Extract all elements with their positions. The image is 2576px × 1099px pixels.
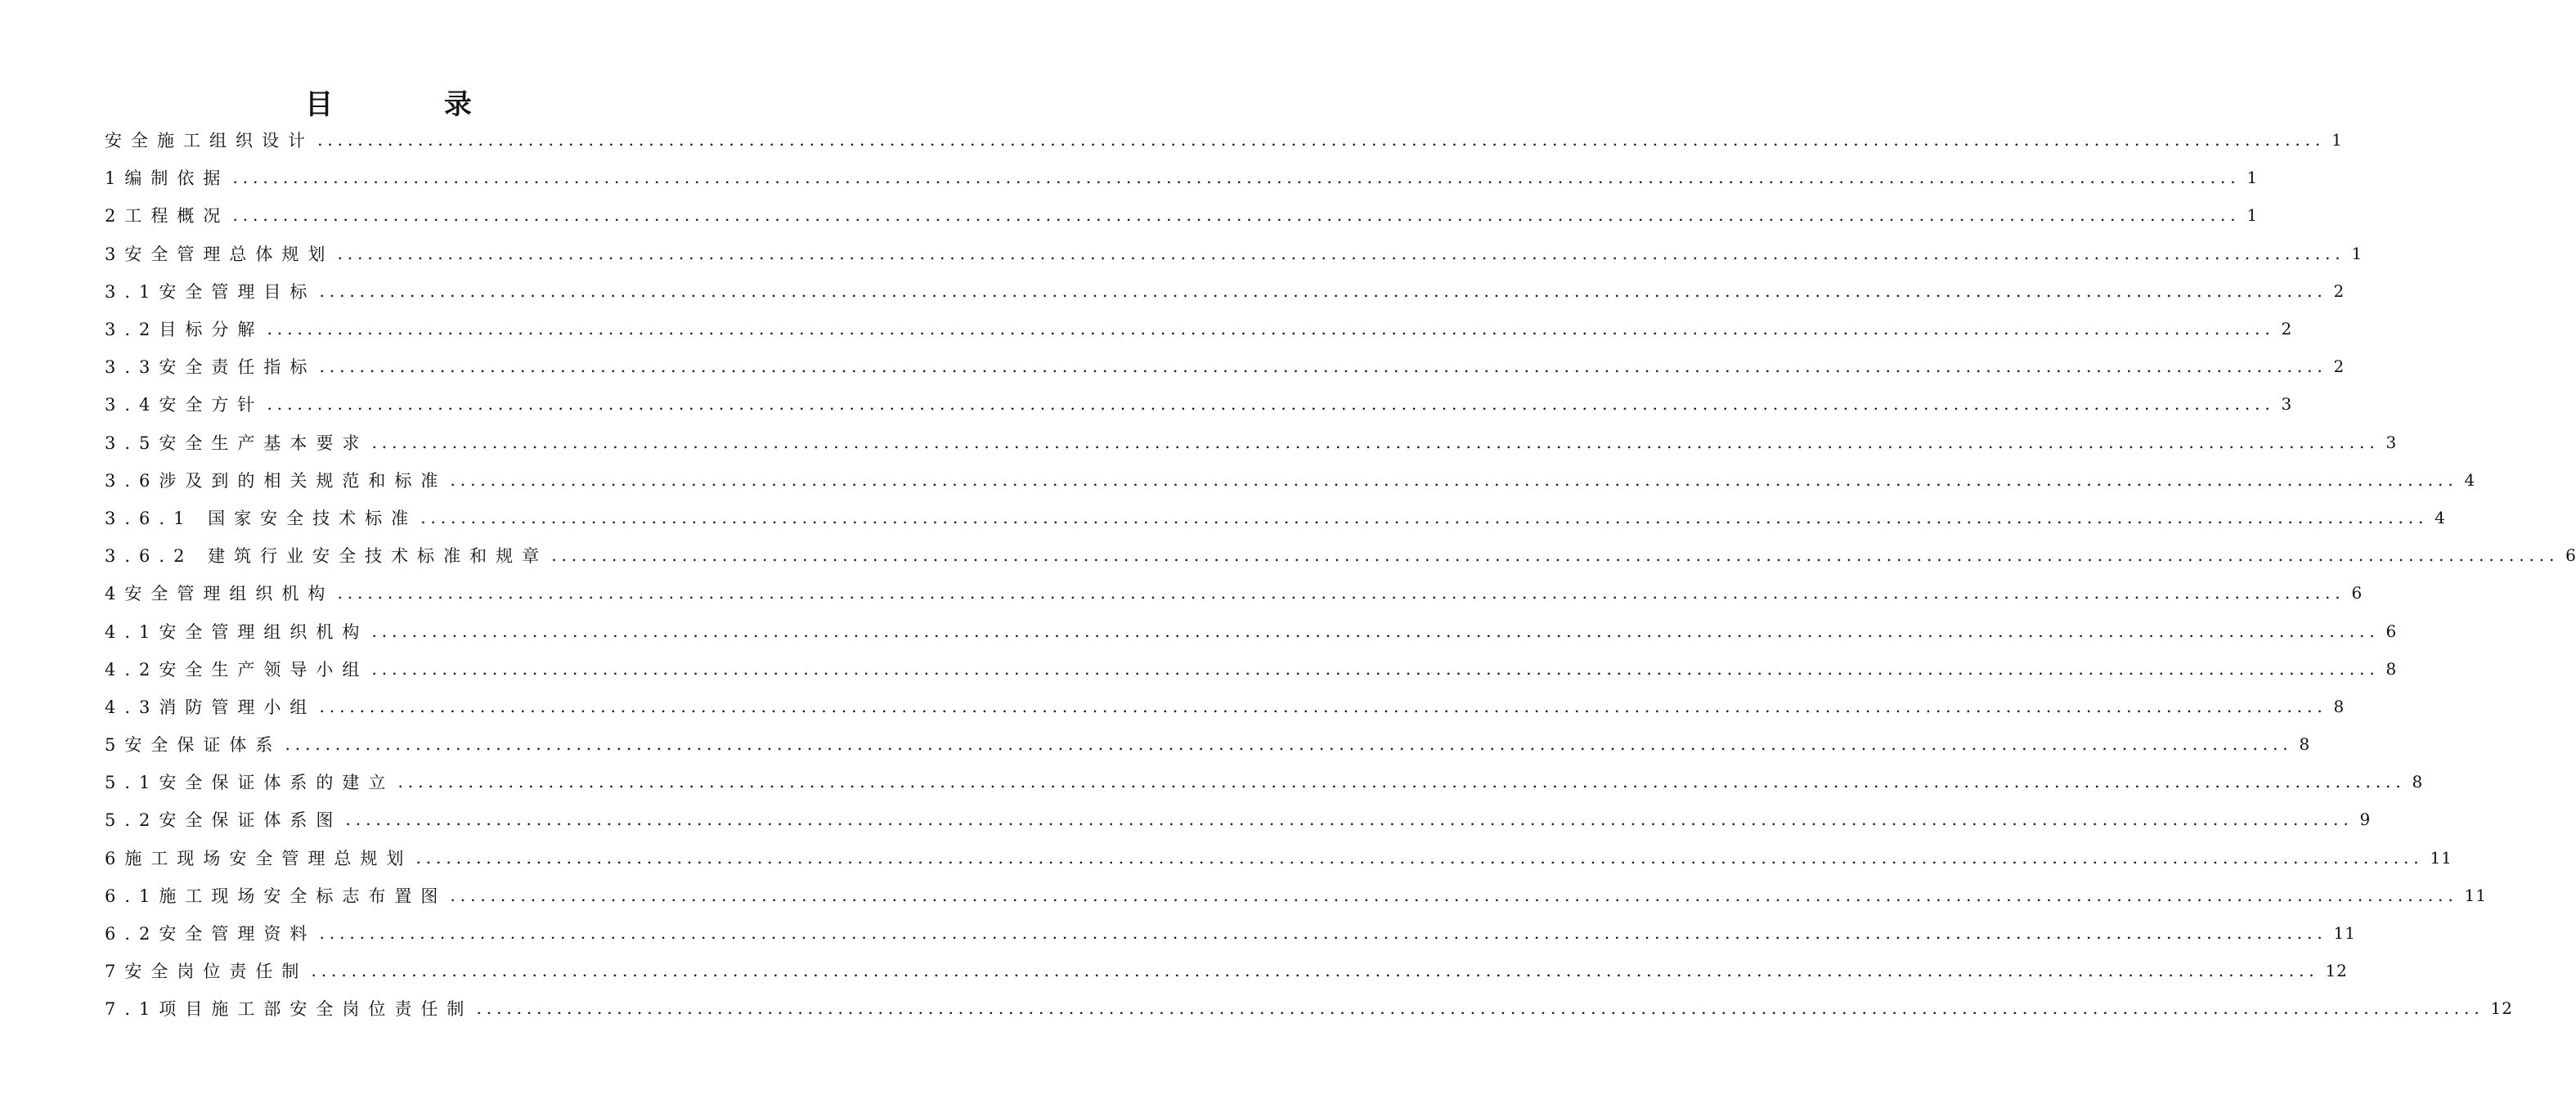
toc-leader-dots: ........................................................................................................................................................................................................: [371, 621, 2380, 641]
toc-entry-label: 4.2安全生产领导小组: [105, 657, 371, 681]
toc-entry-label: 3.3安全责任指标: [105, 354, 319, 379]
toc-entry-page: 4: [2435, 507, 2445, 527]
toc-leader-dots: ........................................................................................................................................................................................................: [267, 319, 2275, 339]
toc-entry-label: 3.2目标分解: [105, 316, 267, 341]
toc-leader-dots: ........................................................................................................................................................................................................: [450, 469, 2458, 490]
toc-leader-dots: ........................................................................................................................................................................................................: [319, 357, 2327, 377]
toc-entry-label: 3安全管理总体规划: [105, 241, 337, 266]
toc-entry-label: 安全施工组织设计: [105, 128, 317, 152]
toc-leader-dots: ........................................................................................................................................................................................................: [319, 280, 2327, 301]
toc-entry[interactable]: [105, 650, 2397, 688]
toc-entry-label: 6施工现场安全管理总规划: [105, 846, 415, 870]
toc-entry-label: 5.2安全保证体系图: [105, 807, 345, 832]
toc-entry[interactable]: [105, 914, 2356, 952]
toc-entry-page: 12: [2490, 998, 2513, 1019]
table-of-contents: [105, 121, 2576, 1028]
toc-entry-label: 6.2安全管理资料: [105, 921, 319, 945]
toc-leader-dots: ........................................................................................................................................................................................................: [345, 810, 2354, 830]
toc-leader-dots: ........................................................................................................................................................................................................: [311, 961, 2319, 981]
toc-entry[interactable]: [105, 952, 2348, 989]
toc-entry-label: 7安全岗位责任制: [105, 958, 311, 983]
toc-leader-dots: ........................................................................................................................................................................................................: [420, 507, 2429, 527]
toc-leader-dots: ........................................................................................................................................................................................................: [285, 734, 2293, 755]
toc-entry-page: 2: [2333, 357, 2345, 377]
toc-entry[interactable]: [105, 839, 2453, 877]
toc-entry[interactable]: [105, 159, 2258, 196]
toc-entry-label: 4.3消防管理小组: [105, 694, 319, 719]
toc-entry-page: 3: [2385, 432, 2397, 452]
toc-leader-dots: ........................................................................................................................................................................................................: [232, 205, 2241, 226]
toc-entry[interactable]: [105, 235, 2363, 272]
toc-entry[interactable]: [105, 424, 2397, 461]
toc-leader-dots: ........................................................................................................................................................................................................: [319, 696, 2327, 716]
toc-entry[interactable]: [105, 196, 2258, 234]
toc-entry-page: 3: [2281, 394, 2292, 415]
toc-entry-label: 3.6涉及到的相关规范和标准: [105, 468, 450, 492]
toc-leader-dots: ........................................................................................................................................................................................................: [319, 923, 2327, 944]
toc-entry[interactable]: [105, 385, 2292, 423]
toc-entry[interactable]: [105, 877, 2487, 914]
toc-entry[interactable]: [105, 612, 2397, 649]
toc-entry-label: 3.5安全生产基本要求: [105, 430, 371, 455]
toc-leader-dots: ........................................................................................................................................................................................................: [397, 772, 2406, 792]
toc-entry-page: 6: [2385, 621, 2397, 641]
toc-leader-dots: ........................................................................................................................................................................................................: [317, 130, 2326, 150]
toc-entry-page: 8: [2385, 658, 2397, 679]
toc-entry-page: 12: [2325, 961, 2348, 981]
toc-leader-dots: ........................................................................................................................................................................................................: [450, 885, 2458, 905]
toc-entry[interactable]: [105, 989, 2513, 1027]
toc-entry-page: 1: [2351, 243, 2363, 263]
toc-entry-label: 4.1安全管理组织机构: [105, 619, 371, 644]
toc-leader-dots: ........................................................................................................................................................................................................: [267, 394, 2275, 415]
toc-entry-page: 9: [2359, 810, 2371, 830]
toc-entry[interactable]: [105, 461, 2475, 499]
toc-entry-page: 8: [2299, 734, 2310, 755]
toc-entry-label: 3.6.2 建筑行业安全技术标准和规章: [105, 543, 551, 567]
toc-entry-page: 8: [2412, 772, 2423, 792]
toc-entry-page: 11: [2333, 923, 2356, 944]
toc-entry-page: 6: [2565, 545, 2576, 566]
toc-entry-label: 7.1项目施工部安全岗位责任制: [105, 996, 476, 1020]
toc-entry[interactable]: [105, 725, 2310, 763]
toc-leader-dots: ........................................................................................................................................................................................................: [232, 168, 2241, 188]
toc-entry-page: 1: [2246, 205, 2258, 226]
toc-entry[interactable]: [105, 272, 2345, 310]
toc-entry-page: 1: [2246, 168, 2258, 188]
toc-entry-label: 5.1安全保证体系的建立: [105, 769, 397, 794]
toc-entry-label: 3.4安全方针: [105, 392, 267, 416]
toc-entry[interactable]: [105, 801, 2371, 838]
toc-entry-label: 3.1安全管理目标: [105, 279, 319, 303]
toc-entry[interactable]: [105, 121, 2342, 159]
toc-entry-label: 2工程概况: [105, 203, 232, 227]
toc-entry-page: 8: [2333, 696, 2345, 716]
toc-title: 目 录: [305, 88, 523, 121]
toc-entry-page: 4: [2464, 469, 2475, 490]
toc-entry[interactable]: [105, 688, 2345, 725]
toc-leader-dots: ........................................................................................................................................................................................................: [371, 658, 2380, 679]
toc-entry[interactable]: [105, 310, 2292, 348]
toc-entry-label: 3.6.1 国家安全技术标准: [105, 505, 420, 530]
toc-entry[interactable]: [105, 763, 2423, 801]
toc-leader-dots: ........................................................................................................................................................................................................: [371, 432, 2380, 452]
toc-entry-label: 4安全管理组织机构: [105, 581, 337, 605]
toc-leader-dots: ........................................................................................................................................................................................................: [337, 243, 2345, 263]
toc-entry[interactable]: [105, 536, 2576, 574]
toc-entry-page: 2: [2333, 280, 2345, 301]
toc-entry-label: 5安全保证体系: [105, 732, 285, 756]
toc-entry-page: 1: [2331, 130, 2342, 150]
toc-entry-page: 11: [2464, 885, 2487, 905]
toc-entry-page: 11: [2430, 847, 2453, 868]
toc-entry[interactable]: [105, 348, 2345, 385]
toc-leader-dots: ........................................................................................................................................................................................................: [337, 583, 2345, 603]
toc-leader-dots: ........................................................................................................................................................................................................: [476, 998, 2484, 1019]
toc-leader-dots: ........................................................................................................................................................................................................: [415, 847, 2424, 868]
toc-leader-dots: ........................................................................................................................................................................................................: [551, 545, 2560, 566]
toc-entry-label: 6.1施工现场安全标志布置图: [105, 883, 450, 908]
toc-entry-page: 6: [2351, 583, 2363, 603]
toc-entry-label: 1编制依据: [105, 165, 232, 190]
toc-entry-page: 2: [2281, 319, 2292, 339]
toc-entry[interactable]: [105, 499, 2445, 536]
toc-entry[interactable]: [105, 574, 2363, 612]
